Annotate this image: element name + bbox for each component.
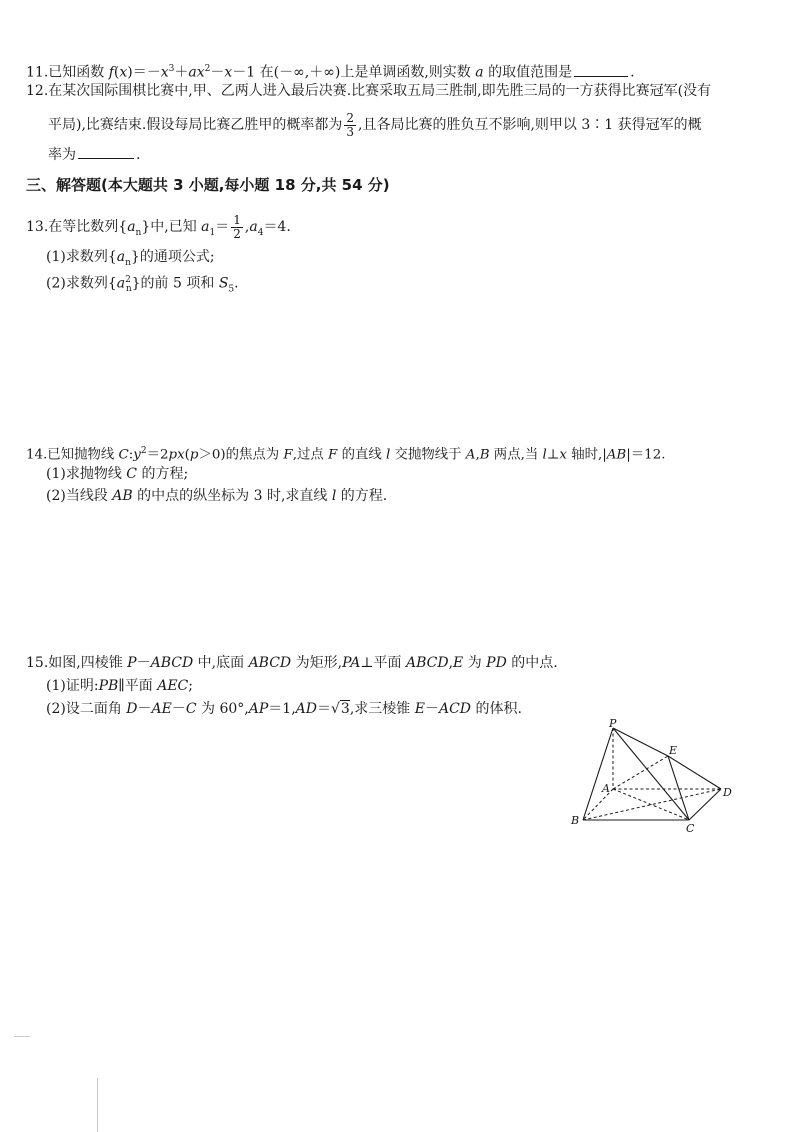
answer-blank-11 bbox=[574, 62, 628, 77]
answer-blank-12 bbox=[78, 144, 134, 159]
edge-EC bbox=[668, 756, 689, 820]
label-P: P bbox=[609, 718, 617, 730]
scan-mark-vertical bbox=[97, 1078, 98, 1132]
question-15-part-2: (2)设二面角 D－AE－C 为 60°,AP＝1,AD＝√3,求三棱锥 E－ACD 的体积. bbox=[46, 701, 522, 717]
edge-ED bbox=[668, 756, 721, 789]
scan-mark-horizontal bbox=[14, 1036, 30, 1037]
question-13: 13.在等比数列$\{a_n\}$中,已知 $a_1=$ $\frac{1}{2}$ $,a_4=4$. bbox=[26, 212, 291, 241]
label-B: B bbox=[571, 814, 580, 827]
question-11: 11.已知函数 $f(x)=-x^3+ax^2-x-1$ 在(－∞,＋∞)上是单调函数,则实数 a 的取值范围是 . bbox=[26, 60, 635, 82]
edge-AC bbox=[613, 789, 689, 820]
edge-PC bbox=[613, 728, 689, 820]
question-13-part-1: (1)求数列$\{a_n\}$的通项公式; bbox=[46, 249, 215, 268]
label-E: E bbox=[669, 744, 678, 757]
question-14-part-1: (1)求抛物线 C 的方程; bbox=[46, 466, 189, 482]
fraction-one-half: $\frac{1}{2}$ bbox=[233, 212, 241, 241]
question-15-part-1: (1)证明:PB∥平面 AEC; bbox=[46, 678, 193, 694]
question-12-line-2: 平局),比赛结束.假设每局比赛乙胜甲的概率都为 $\frac{2}{3}$ ,且各局比赛的胜负互不影响,则甲以 3∶1 获得冠军的概 bbox=[48, 110, 702, 139]
label-D: D bbox=[723, 786, 732, 799]
edge-PE bbox=[613, 728, 668, 756]
fraction-two-thirds: $\frac{2}{3}$ bbox=[346, 110, 355, 139]
pyramid-figure bbox=[565, 718, 745, 836]
label-C: C bbox=[686, 822, 695, 835]
edge-CD bbox=[689, 789, 721, 820]
question-14: 14.已知抛物线 $C:y^2=2px(p>0)$的焦点为 F,过点 F 的直线 l 交抛物线于 A,B 两点,当 l⊥x 轴时,|AB|＝12. bbox=[26, 446, 666, 463]
question-15: 15.如图,四棱锥 P－ABCD 中,底面 ABCD 为矩形,PA⊥平面 ABCD,E 为 PD 的中点. bbox=[26, 655, 558, 671]
label-A: A bbox=[602, 782, 610, 795]
section-heading: 三、解答题(本大题共 3 小题,每小题 18 分,共 54 分) bbox=[26, 176, 390, 194]
question-14-part-2: (2)当线段 AB 的中点的纵坐标为 3 时,求直线 l 的方程. bbox=[46, 488, 388, 504]
edge-PB bbox=[583, 728, 613, 820]
question-13-part-2: (2)求数列$\{a^2_n\}$的前 5 项和 $S_5$. bbox=[46, 275, 239, 295]
question-12-line-1: 12.在某次国际围棋比赛中,甲、乙两人进入最后决赛.比赛采取五局三胜制,即先胜三局的一方获得比赛冠军(没有 bbox=[26, 83, 712, 99]
question-12-line-3: 率为 . bbox=[48, 144, 140, 164]
